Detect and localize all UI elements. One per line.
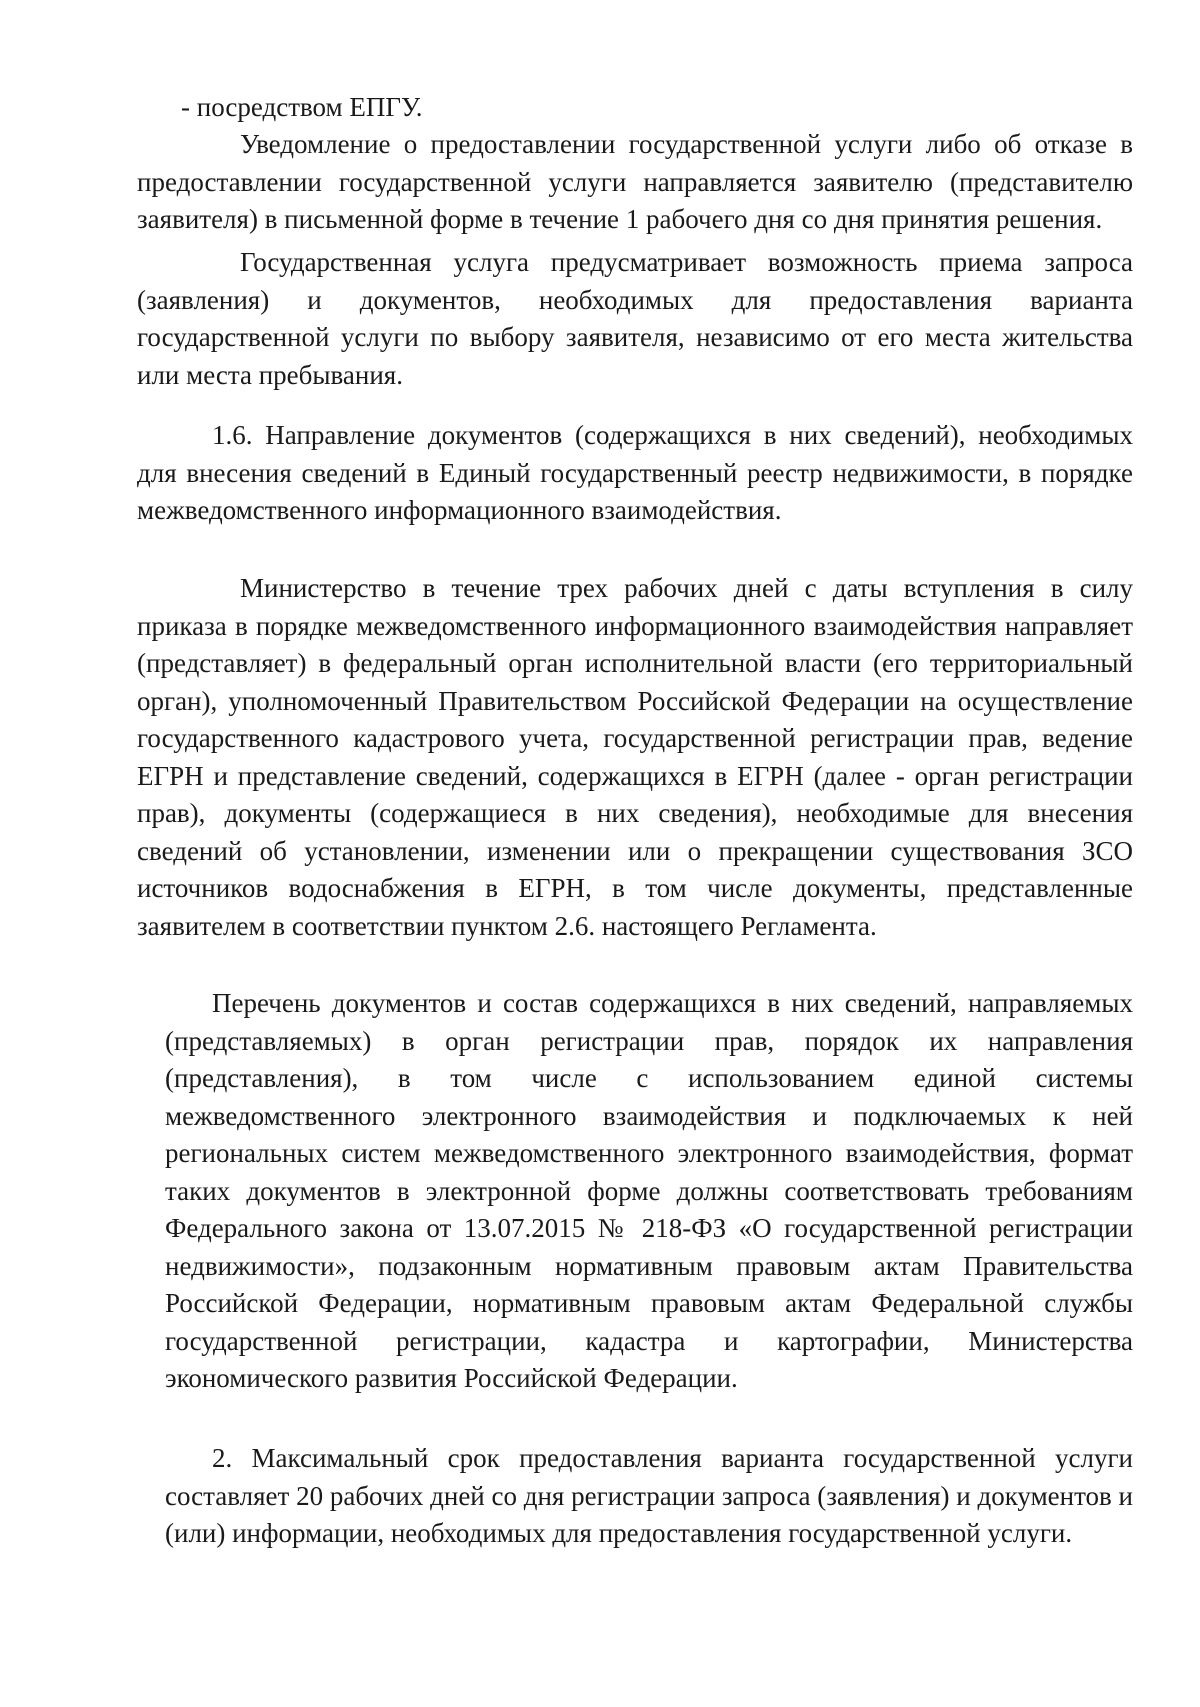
paragraph-ministry-directs: Министерство в течение трех рабочих дней с даты вступления в силу приказа в порядке межведомственного информационного взаимодействия направляет (представляет) в федеральный орган исполнительной власти (его территориальный орган), уполномоченный Правительством Российской Федерации на осуществление государственного кадастрового учета, государственной регистрации прав, ведение ЕГРН и представление сведений, содержащихся в ЕГРН (далее - орган регистрации прав), документы (содержащиеся в них сведения), необходимые для внесения сведений об установлении, изменении или о прекращении существования ЗСО источников водоснабжения в ЕГРН, в том числе документы, представленные заявителем в соответствии пунктом 2.6. настоящего Регламента.: [137, 573, 1133, 941]
paragraph-max-term: 2. Максимальный срок предоставления варианта государственной услуги составляет 20 рабочих дней со дня регистрации запроса (заявления) и документов и (или) информации, необходимых для предоставления государственной услуги.: [165, 1443, 1133, 1548]
paragraph-documents-list: Перечень документов и состав содержащихся в них сведений, направляемых (представляемых) в орган регистрации прав, порядок их направления (представления), в том числе с использованием единой системы межведомственного электронного взаимодействия и подключаемых к ней региональных систем межведомственного электронного взаимодействия, формат таких документов в электронной форме должны соответствовать требованиям Федерального закона от 13.07.2015 № 218-ФЗ «О государственной регистрации недвижимости», подзаконным нормативным правовым актам Правительства Российской Федерации, нормативным правовым актам Федеральной службы государственной регистрации, кадастра и картографии, Министерства экономического развития Российской Федерации.: [165, 988, 1133, 1393]
paragraph-section-1-6: 1.6. Направление документов (содержащихся в них сведений), необходимых для внесения сведений в Единый государственный реестр недвижимости, в порядке межведомственного информационного взаимодействия.: [137, 420, 1133, 525]
paragraph-notification: Уведомление о предоставлении государственной услуги либо об отказе в предоставлении государственной услуги направляется заявителю (представителю заявителя) в письменной форме в течение 1 рабочего дня со дня принятия решения.: [137, 129, 1133, 234]
paragraph-service-extraterritorial: Государственная услуга предусматривает возможность приема запроса (заявления) и документов, необходимых для предоставления варианта государственной услуги по выбору заявителя, независимо от его места жительства или места пребывания.: [137, 247, 1133, 390]
paragraph-epgu-item: - посредством ЕПГУ.: [181, 92, 423, 122]
